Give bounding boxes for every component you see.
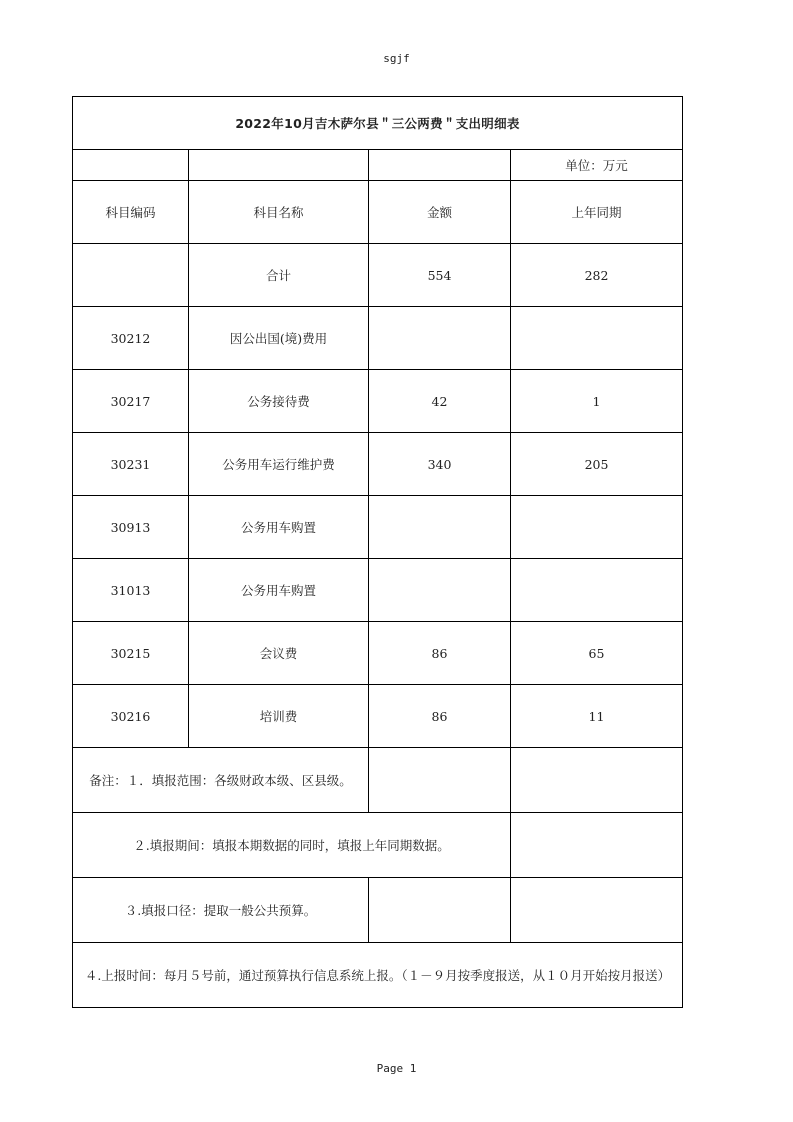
note-text: ３.填报口径：提取一般公共预算。	[73, 878, 369, 943]
name-cell: 公务用车购置	[189, 496, 369, 559]
column-header-amount: 金额	[369, 181, 511, 244]
code-cell: 30212	[73, 307, 189, 370]
header-row	[73, 181, 683, 244]
unit-label: 单位：万元	[511, 150, 683, 181]
table-title: 2022年10月吉木萨尔县＂三公两费＂支出明细表	[73, 97, 683, 150]
code-cell: 30231	[73, 433, 189, 496]
empty-cell	[511, 813, 683, 878]
amount-cell: 340	[369, 433, 511, 496]
code-cell: 30216	[73, 685, 189, 748]
name-cell: 合计	[189, 244, 369, 307]
amount-cell: 554	[369, 244, 511, 307]
table-row	[73, 307, 683, 370]
note-row	[73, 943, 683, 1008]
empty-cell	[73, 150, 189, 181]
note-text: ２.填报期间：填报本期数据的同时，填报上年同期数据。	[73, 813, 511, 878]
code-cell: 30215	[73, 622, 189, 685]
table-row	[73, 433, 683, 496]
prev-year-cell: 282	[511, 244, 683, 307]
empty-cell	[369, 748, 511, 813]
amount-cell	[369, 307, 511, 370]
table-row	[73, 559, 683, 622]
column-header-prev-year: 上年同期	[511, 181, 683, 244]
name-cell: 因公出国(境)费用	[189, 307, 369, 370]
amount-cell	[369, 559, 511, 622]
empty-cell	[369, 150, 511, 181]
table-row	[73, 496, 683, 559]
name-cell: 会议费	[189, 622, 369, 685]
table-row	[73, 622, 683, 685]
empty-cell	[511, 748, 683, 813]
table-row-total	[73, 244, 683, 307]
expense-table	[72, 96, 683, 1008]
column-header-code: 科目编码	[73, 181, 189, 244]
note-text: 备注：１．填报范围：各级财政本级、区县级。	[73, 748, 369, 813]
note-row	[73, 748, 683, 813]
amount-cell: 42	[369, 370, 511, 433]
code-cell	[73, 244, 189, 307]
code-cell: 30217	[73, 370, 189, 433]
code-cell: 30913	[73, 496, 189, 559]
amount-cell	[369, 496, 511, 559]
prev-year-cell	[511, 559, 683, 622]
column-header-name: 科目名称	[189, 181, 369, 244]
table-row	[73, 370, 683, 433]
page-footer: Page 1	[376, 1062, 417, 1075]
note-text: ４.上报时间：每月５号前，通过预算执行信息系统上报。（１－９月按季度报送，从１０月开始按月报送）	[73, 943, 683, 1008]
note-row	[73, 878, 683, 943]
name-cell: 培训费	[189, 685, 369, 748]
prev-year-cell	[511, 307, 683, 370]
name-cell: 公务用车运行维护费	[189, 433, 369, 496]
prev-year-cell: 65	[511, 622, 683, 685]
page-header: sgjf	[383, 52, 410, 65]
name-cell: 公务接待费	[189, 370, 369, 433]
unit-row	[73, 150, 683, 181]
prev-year-cell: 11	[511, 685, 683, 748]
empty-cell	[189, 150, 369, 181]
code-cell: 31013	[73, 559, 189, 622]
prev-year-cell: 205	[511, 433, 683, 496]
amount-cell: 86	[369, 685, 511, 748]
table-row	[73, 685, 683, 748]
name-cell: 公务用车购置	[189, 559, 369, 622]
prev-year-cell	[511, 496, 683, 559]
empty-cell	[369, 878, 511, 943]
amount-cell: 86	[369, 622, 511, 685]
prev-year-cell: 1	[511, 370, 683, 433]
empty-cell	[511, 878, 683, 943]
note-row	[73, 813, 683, 878]
